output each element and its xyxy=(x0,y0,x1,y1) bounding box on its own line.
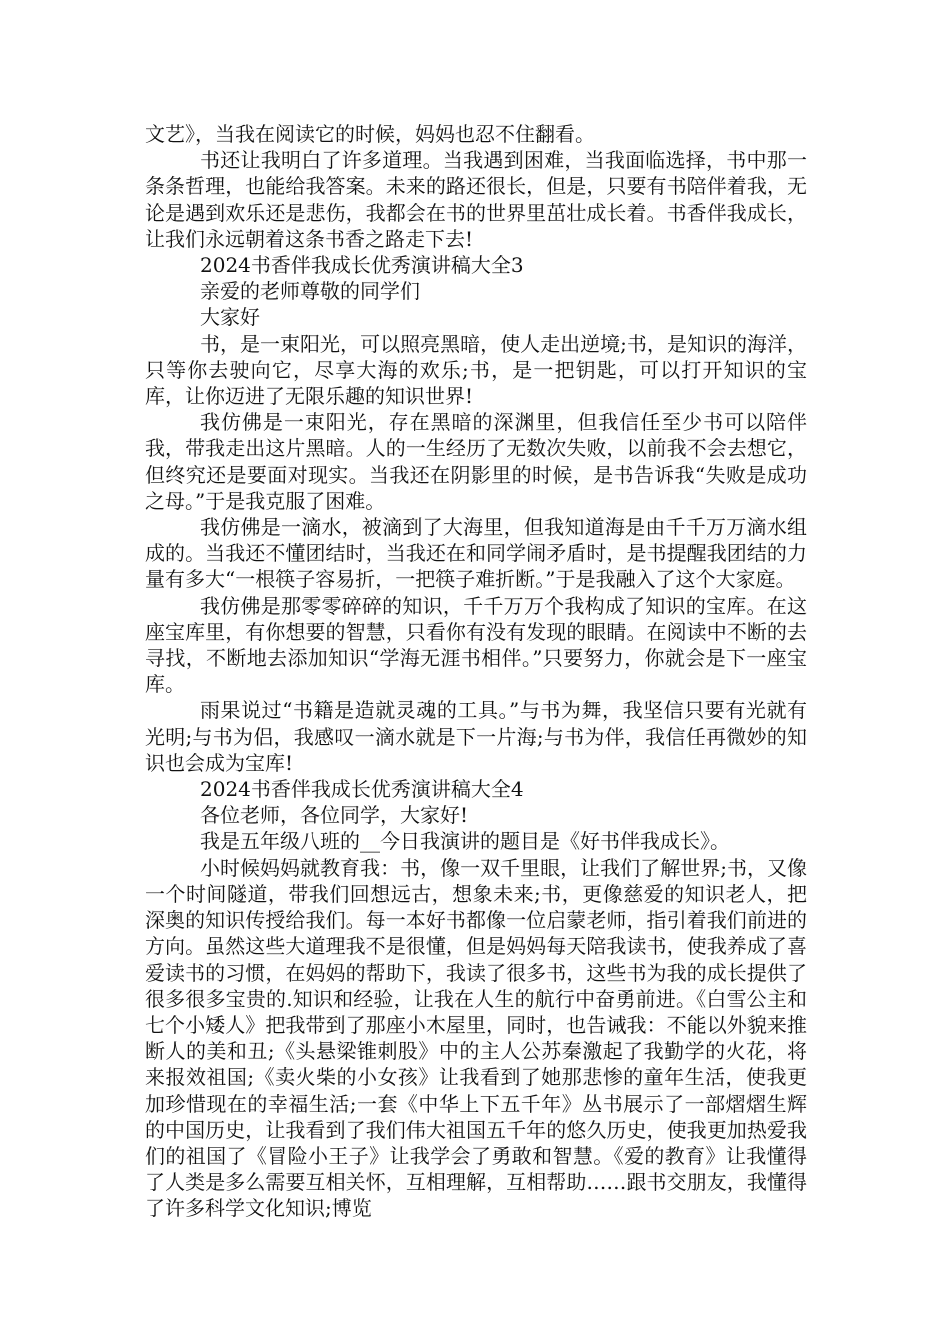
greeting-line-2: 各位老师，各位同学，大家好! xyxy=(200,803,469,828)
greeting-line: 大家好 xyxy=(200,305,260,330)
document-body xyxy=(145,121,807,1222)
speech-intro: 我是五年级八班的__今日我演讲的题目是《好书伴我成长》。 xyxy=(200,829,730,854)
paragraph-sunlight: 我仿佛是一束阳光，存在黑暗的深渊里，但我信任至少书可以陪伴我，带我走出这片黑暗。人的一生经历了无数次失败，以前我不会去想它，但终究还是要面对现实。当我还在阴影里的时候，是书告诉我“失败是成功之母。”于是我克服了困难。 xyxy=(145,410,807,513)
paragraph-knowledge: 我仿佛是那零零碎碎的知识，千千万万个我构成了知识的宝库。在这座宝库里，有你想要的智慧，只看你有没有发现的眼睛。在阅读中不断的去寻找，不断地去添加知识“学海无涯书相伴。”只要努力，你就会是下一座宝库。 xyxy=(145,593,807,697)
paragraph-book-sunlight: 书，是一束阳光，可以照亮黑暗，使人走出逆境;书，是知识的海洋，只等你去驶向它，尽享大海的欢乐;书，是一把钥匙，可以打开知识的宝库，让你迈进了无限乐趣的知识世界! xyxy=(145,331,807,409)
paragraph-childhood: 小时候妈妈就教育我：书，像一双千里眼，让我们了解世界;书，又像一个时间隧道，带我们回想远古，想象未来;书，更像慈爱的知识老人，把深奥的知识传授给我们。每一本好书都像一位启蒙老师，指引着我们前进的方向。虽然这些大道理我不是很懂，但是妈妈每天陪我读书，使我养成了喜爱读书的习惯，在妈妈的帮助下，我读了很多书，这些书为我的成长提供了很多很多宝贵的.知识和经验，让我在人生的航行中奋勇前进。《白雪公主和七个小矮人》把我带到了那座小木屋里，同时，也告诫我：不能以外貌来推断人的美和丑;《头悬梁锥刺股》中的主人公苏秦激起了我勤学的火花，将来报效祖国;《卖火柴的小女孩》让我看到了她那悲惨的童年生活，使我更加珍惜现在的幸福生活;一套《中华上下五千年》丛书展示了一部熠熠生辉的中国历史，让我看到了我们伟大祖国五千年的悠久历史，使我更加热爱我们的祖国了《冒险小王子》让我学会了勇敢和智慧。《爱的教育》让我懂得了人类是多么需要互相关怀，互相理解，互相帮助……跟书交朋友，我懂得了许多科学文化知识;博览 xyxy=(145,855,807,1221)
paragraph-hugo: 雨果说过“书籍是造就灵魂的工具。”与书为舞，我坚信只要有光就有光明;与书为侣，我感叹一滴水就是下一片海;与书为伴，我信任再微妙的知识也会成为宝库! xyxy=(145,698,807,775)
paragraph-water-drop: 我仿佛是一滴水，被滴到了大海里，但我知道海是由千千万万滴水组成的。当我还不懂团结时，当我还在和同学闹矛盾时，是书提醒我团结的力量有多大“一根筷子容易折，一把筷子难折断。”于是我融入了这个大家庭。 xyxy=(145,515,807,592)
salutation-line: 亲爱的老师尊敬的同学们 xyxy=(200,279,420,304)
section-heading-3: 2024书香伴我成长优秀演讲稿大全3 xyxy=(200,253,524,278)
paragraph-2: 书还让我明白了许多道理。当我遇到困难，当我面临选择，书中那一条条哲理，也能给我答案。未来的路还很长，但是，只要有书陪伴着我，无论是遇到欢乐还是悲伤，我都会在书的世界里茁壮成长着。书香伴我成长，让我们永远朝着这条书香之路走下去! xyxy=(145,148,807,251)
paragraph-1: 文艺》，当我在阅读它的时候，妈妈也忍不住翻看。 xyxy=(145,122,595,146)
section-heading-4: 2024书香伴我成长优秀演讲稿大全4 xyxy=(200,777,524,802)
